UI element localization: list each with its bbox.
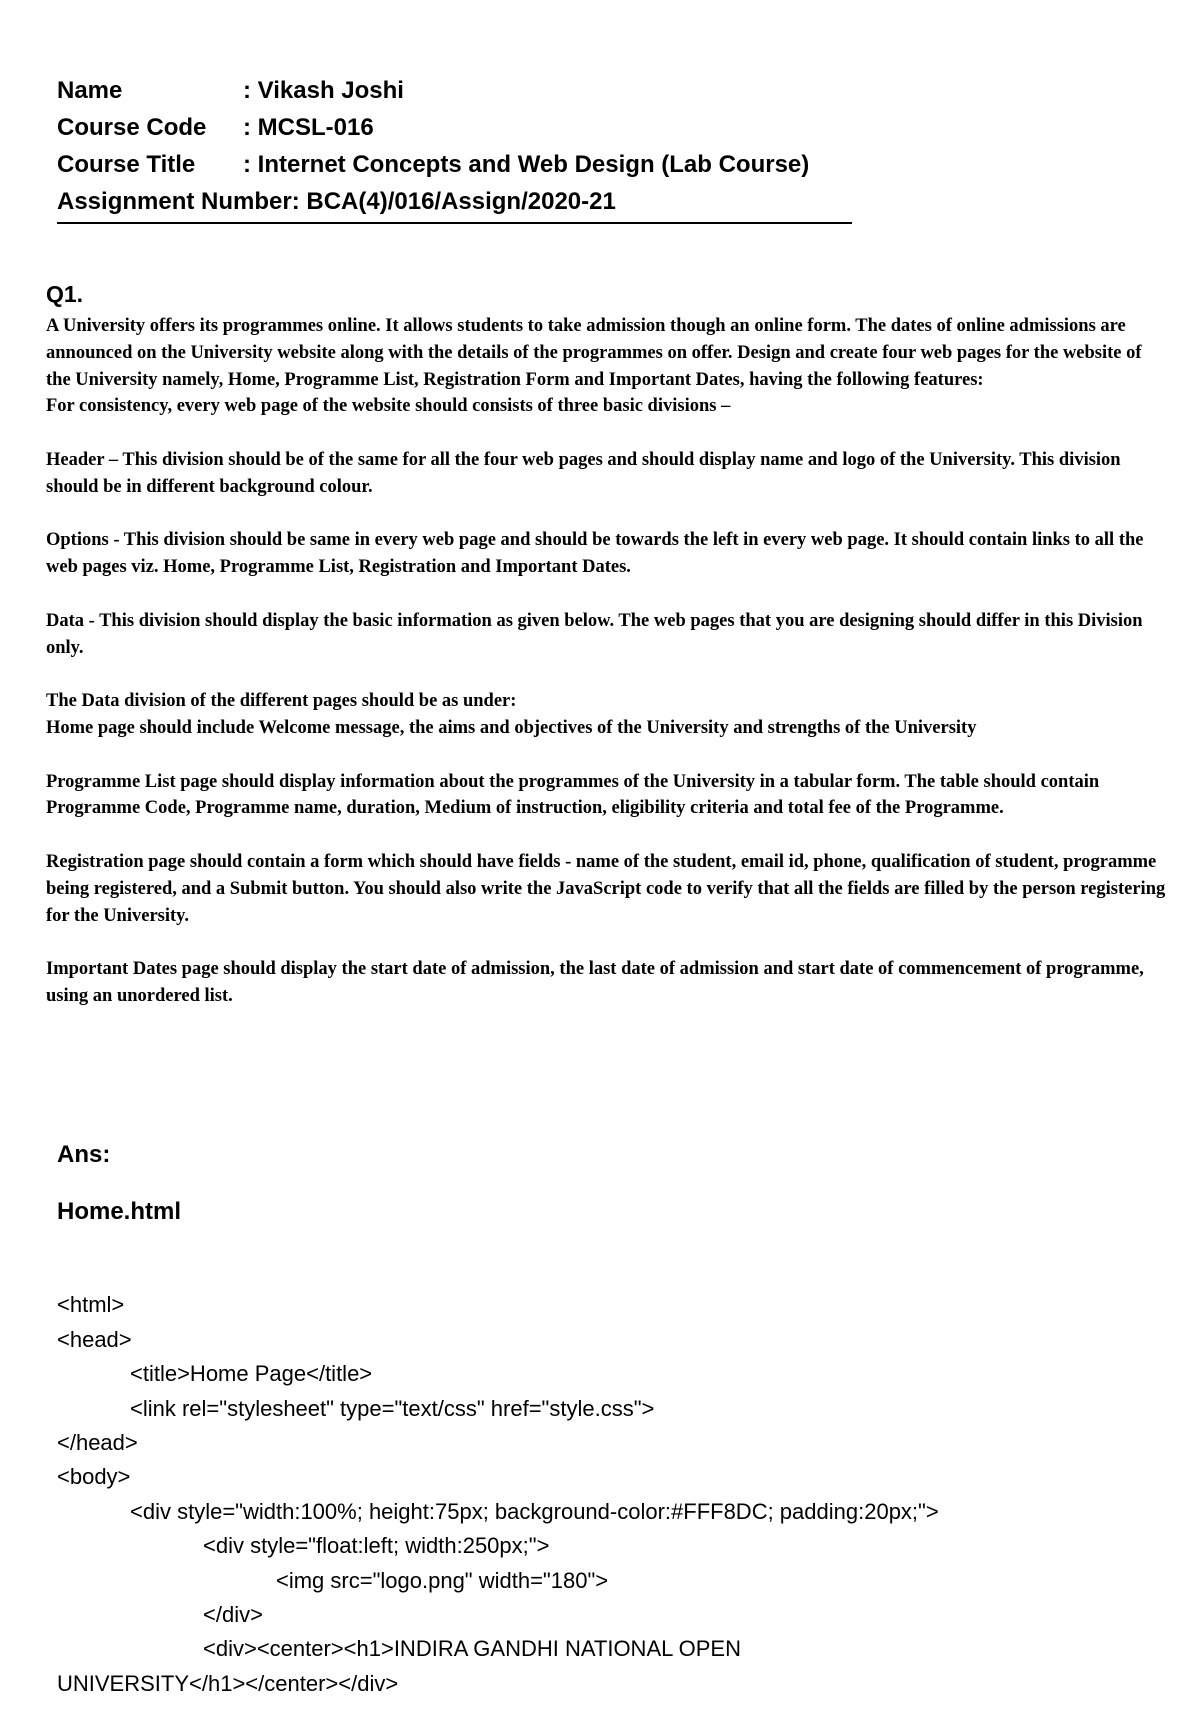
course-title-row	[57, 146, 852, 183]
question-paragraph: Programme List page should display information about the programmes of the University in a tabular form. The table should contain Programme Code, Programme name, duration, Medium of instruction, eligibility criteria and total fee of the Programme.	[46, 771, 1100, 819]
assignment-label: Assignment Number:	[57, 188, 300, 215]
question-paragraph: The Data division of the different pages should be as under:	[46, 691, 517, 712]
question-paragraph: Important Dates page should display the start date of admission, the last date of admission and start date of commencement of programme, using an unordered list.	[46, 959, 1144, 1006]
question-paragraph: Home page should include Welcome message, the aims and objectives of the University and strengths of the University	[46, 717, 977, 738]
code-block	[57, 1254, 1167, 1736]
code-line: <title>Home Page</title>	[130, 1361, 373, 1387]
question-body	[46, 313, 1166, 1010]
course-title-label: Course Title	[57, 151, 196, 178]
question-paragraph: A University offers its programmes online. It allows students to take admission though an online form. The dates of online admissions are announced on the University website along with the details of the programmes on offer. Design and create four web pages for the website of the University namely, Home, Programme List, Registration Form and Important Dates, having the following features:	[46, 316, 1142, 390]
name-value: : Vikash Joshi	[243, 77, 404, 104]
code-line: </head>	[57, 1430, 138, 1456]
code-line: <html>	[57, 1292, 125, 1318]
question-title: Q1.	[46, 281, 84, 307]
question-paragraph: Header – This division should be of the same for all the four web pages and should display name and logo of the University. This division should be in different background colour.	[46, 449, 1121, 497]
answer-title: Ans:	[57, 1141, 111, 1168]
question-paragraph: Options - This division should be same in every web page and should be towards the left in every web page. It should contain links to all the web pages viz. Home, Programme List, Registration and Important Dates.	[46, 530, 1144, 578]
course-code-row	[57, 109, 852, 146]
name-row	[57, 72, 852, 109]
code-line: <div style="float:left; width:250px;">	[203, 1533, 550, 1559]
code-line: <head>	[57, 1326, 132, 1352]
code-line: </div>	[203, 1602, 263, 1628]
course-code-label: Course Code	[57, 114, 207, 141]
course-code-value: : MCSL-016	[243, 114, 374, 141]
code-line: <img src="logo.png" width="180">	[276, 1567, 609, 1593]
name-label: Name	[57, 77, 123, 104]
code-line: <div style="width:100%; height:75px; background-color:#FFF8DC; padding:20px;">	[130, 1498, 939, 1524]
question-paragraph: For consistency, every web page of the website should consists of three basic divisions –	[46, 396, 731, 417]
code-line: UNIVERSITY</h1></center></div>	[57, 1670, 399, 1696]
code-line: <body>	[57, 1464, 131, 1490]
code-line: <link rel="stylesheet" type="text/css" href="style.css">	[130, 1395, 655, 1421]
assignment-value: BCA(4)/016/Assign/2020-21	[299, 188, 616, 215]
assignment-row	[57, 183, 852, 220]
student-info-block	[57, 72, 852, 224]
question-paragraph: Data - This division should display the basic information as given below. The web pages that you are designing should differ in this Division only.	[46, 610, 1143, 658]
question-paragraph: Registration page should contain a form which should have fields - name of the student, email id, phone, qualification of student, programme being registered, and a Submit button. You should also write the JavaScript code to verify that all the fields are filled by the person registering for the University.	[46, 851, 1166, 926]
file-title: Home.html	[57, 1198, 182, 1225]
code-line: <div><center><h1>INDIRA GANDHI NATIONAL OPEN	[203, 1636, 741, 1662]
course-title-value: : Internet Concepts and Web Design (Lab Course)	[243, 151, 810, 178]
